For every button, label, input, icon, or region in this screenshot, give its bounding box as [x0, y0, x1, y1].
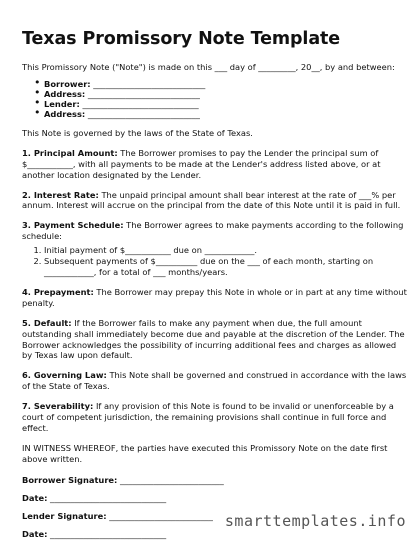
document-page — [22, 28, 408, 539]
section-heading: 5. Default: — [22, 317, 72, 328]
signature-label: Borrower Signature: — [22, 474, 118, 485]
section-heading: 3. Payment Schedule: — [22, 220, 124, 231]
party-lender-address — [34, 109, 408, 119]
section-governing-law — [22, 370, 408, 392]
party-blank: ___________________________ — [87, 88, 200, 99]
section-heading: 6. Governing Law: — [22, 370, 107, 381]
parties-list — [22, 79, 408, 119]
section-default — [22, 318, 408, 362]
section-heading: 2. Interest Rate: — [22, 189, 99, 200]
section-prepayment — [22, 287, 408, 309]
signature-line: _________________________ — [120, 474, 224, 485]
party-blank: ____________________________ — [82, 98, 199, 109]
section-text: This Note shall be governed and construed in accordance with the laws of the State of Texas. — [22, 370, 407, 392]
party-blank: ___________________________ — [93, 78, 206, 89]
party-label: Address: — [44, 108, 86, 119]
section-principal — [22, 148, 408, 181]
section-schedule — [22, 220, 408, 242]
site-watermark: smarttemplates.info — [224, 512, 406, 530]
party-blank: ___________________________ — [87, 108, 200, 119]
section-heading: 4. Prepayment: — [22, 286, 94, 297]
party-label: Address: — [44, 88, 86, 99]
section-text: The Borrower agrees to make payments according to the following schedule: — [22, 220, 404, 242]
signature-label: Lender Signature: — [22, 510, 107, 521]
section-text: The unpaid principal amount shall bear interest at the rate of ___% per annum. Interest will accrue on the principal from the date of this Note until it is paid in full. — [22, 189, 401, 211]
section-severability — [22, 401, 408, 434]
section-heading: 1. Principal Amount: — [22, 147, 118, 158]
signature-lender-date — [22, 529, 408, 539]
document-title: Texas Promissory Note Template — [22, 29, 341, 49]
party-label: Lender: — [44, 98, 80, 109]
party-lender — [34, 99, 408, 109]
payment-list — [22, 245, 408, 278]
section-text: If the Borrower fails to make any payment when due, the full amount outstanding shall immediately become due and payable at the discretion of the Lender. The Borrower acknowledges the possibility of incurring additional fees and charges as allowed by Texas law upon default. — [22, 317, 405, 361]
signature-borrower-date — [22, 493, 408, 503]
signature-line: ____________________________ — [50, 492, 167, 503]
witness-clause: IN WITNESS WHEREOF, the parties have executed this Promissory Note on the date first above written. — [22, 442, 388, 464]
signature-borrower — [22, 475, 408, 485]
signature-line: _________________________ — [109, 510, 213, 521]
section-heading: 7. Severability: — [22, 401, 94, 412]
party-borrower-address — [34, 89, 408, 99]
signature-line: ____________________________ — [50, 528, 167, 539]
party-label: Borrower: — [44, 78, 91, 89]
signature-label: Date: — [22, 492, 48, 503]
section-interest — [22, 190, 408, 212]
payment-item-initial: 1. Initial payment of $___________ due on ____________. — [44, 245, 408, 256]
party-borrower — [34, 79, 408, 89]
intro-paragraph: This Promissory Note ("Note") is made on this ___ day of _________, 20__, by and between: — [22, 62, 395, 72]
signature-label: Date: — [22, 528, 48, 539]
governed-statement: This Note is governed by the laws of the State of Texas. — [22, 127, 253, 138]
section-text: The Borrower may prepay this Note in whole or in part at any time without penalty. — [22, 286, 407, 308]
payment-item-subsequent: 2. Subsequent payments of $__________ due on the ___ of each month, starting on ____________, for a total of ___ months/years. — [44, 256, 408, 278]
section-text: If any provision of this Note is found to be invalid or unenforceable by a court of competent jurisdiction, the remaining provisions shall continue in full force and effect. — [22, 401, 394, 433]
section-text: The Borrower promises to pay the Lender the principal sum of $___________, with all payments to be made at the Lender's address listed above, or at another location designated by the Lender. — [22, 147, 381, 180]
